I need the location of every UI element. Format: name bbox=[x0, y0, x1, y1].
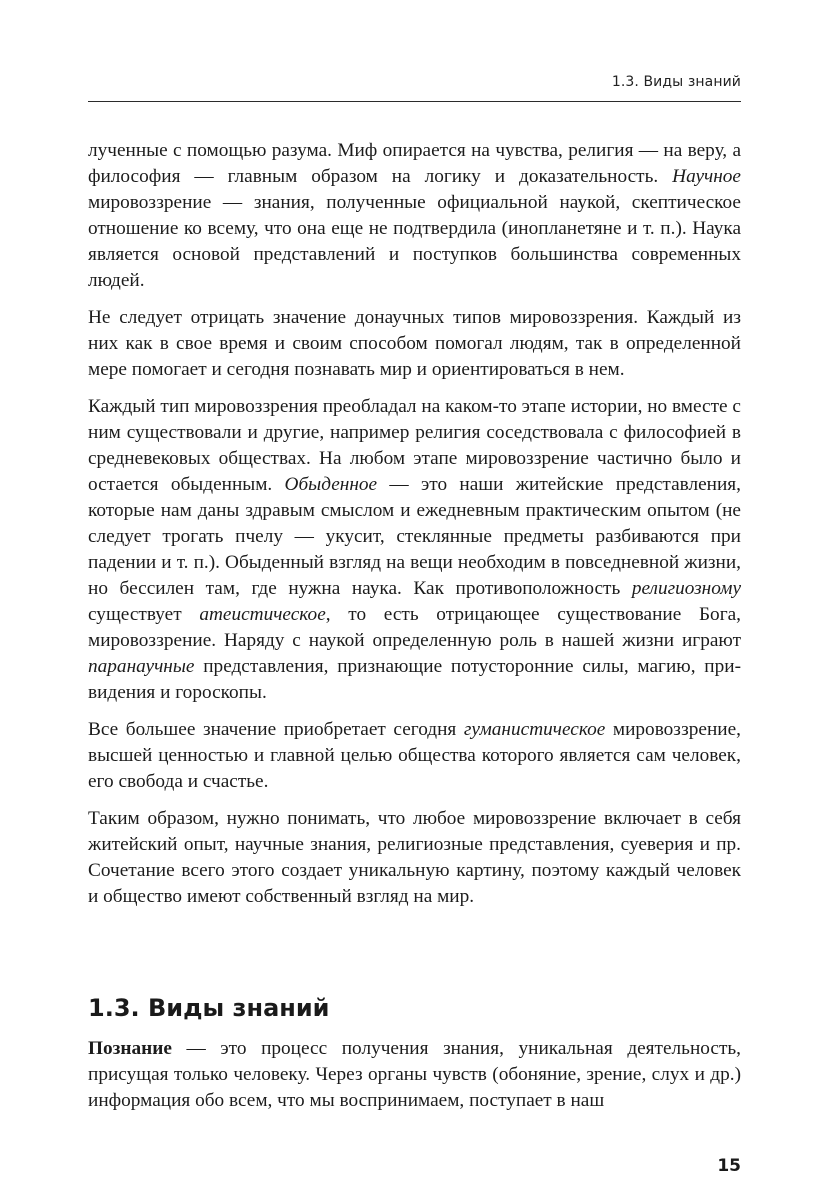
running-head: 1.3. Виды знаний bbox=[611, 74, 741, 90]
body-text bbox=[88, 138, 741, 910]
paragraph bbox=[88, 305, 741, 383]
section-intro-paragraph bbox=[88, 1036, 741, 1114]
text-run: лученные с помощью разума. Миф опирается на чувства, религия — на веру, а философия — главным образом на логику и доказательность. bbox=[88, 140, 741, 187]
page-number: 15 bbox=[717, 1156, 741, 1176]
header-rule bbox=[88, 101, 741, 102]
italic-term: паранаучные bbox=[88, 656, 195, 677]
paragraph bbox=[88, 138, 741, 294]
text-run: мировоззрение, высшей ценностью и главной целью общества которого является сам человек, его свобода и счастье. bbox=[88, 719, 741, 792]
bold-term: Познание bbox=[88, 1038, 172, 1059]
text-run: представления, признающие потусторонние силы, магию, привидения и гороскопы. bbox=[88, 656, 741, 703]
text-run: — это наши житейские представления, которые нам даны здравым смыслом и ежедневным практическим опытом (не следует трогать пчелу — укусит, стеклянные предметы разбиваются при падении и т. п.). Обыденный взгляд на вещи необходим в повседневной жизни, но бессилен там, где нужна наука. Как противоположность bbox=[88, 474, 741, 599]
text-run: существует bbox=[88, 604, 200, 625]
text-run: Таким образом, нужно понимать, что любое мировоззрение включает в себя житейский опыт, научные знания, религиозные представления, суеверия и пр. Сочетание всего этого создает уникальную картину, поэтому каждый человек и общество имеют собственный взгляд на мир. bbox=[88, 808, 741, 907]
text-run: , то есть отрицающее существование Бога, мировоззрение. Наряду с наукой определенную роль в нашей жизни играют bbox=[88, 604, 741, 651]
italic-term: гуманистическое bbox=[463, 719, 606, 740]
paragraph bbox=[88, 806, 741, 910]
italic-term: религиозному bbox=[631, 578, 741, 599]
italic-term: Обыденное bbox=[284, 474, 378, 495]
italic-term: атеистическое bbox=[199, 604, 326, 625]
text-run: Не следует отрицать значение донаучных типов мировоззрения. Каждый из них как в свое время и своим способом помогал людям, так в определенной мере помогает и сегодня познавать мир и ориентироваться в нем. bbox=[88, 307, 741, 380]
text-run: Каждый тип мировоззрения преобладал на каком-то этапе истории, но вместе с ним существовали и другие, например религия соседствовала с философией в средневековых обществах. На любом этапе мировоззрение частично было и остается обыденным. bbox=[88, 396, 741, 495]
paragraph bbox=[88, 717, 741, 795]
text-run: — это процесс получения знания, уникальная деятельность, присущая только человеку. Через органы чувств (обоняние, зрение, слух и др.) информация обо всем, что мы воспринимаем, поступает в наш bbox=[88, 1038, 741, 1111]
text-run: Все большее значение приобретает сегодня bbox=[88, 719, 464, 740]
paragraph bbox=[88, 394, 741, 706]
section-heading: 1.3. Виды знаний bbox=[88, 994, 330, 1022]
italic-term: Научное bbox=[672, 166, 741, 187]
text-run: мировоззрение — знания, полученные официальной наукой, скептическое отношение ко всему, что она еще не подтвердила (инопланетяне и т. п.). Наука является основой представлений и поступков большинства современных людей. bbox=[88, 192, 741, 291]
